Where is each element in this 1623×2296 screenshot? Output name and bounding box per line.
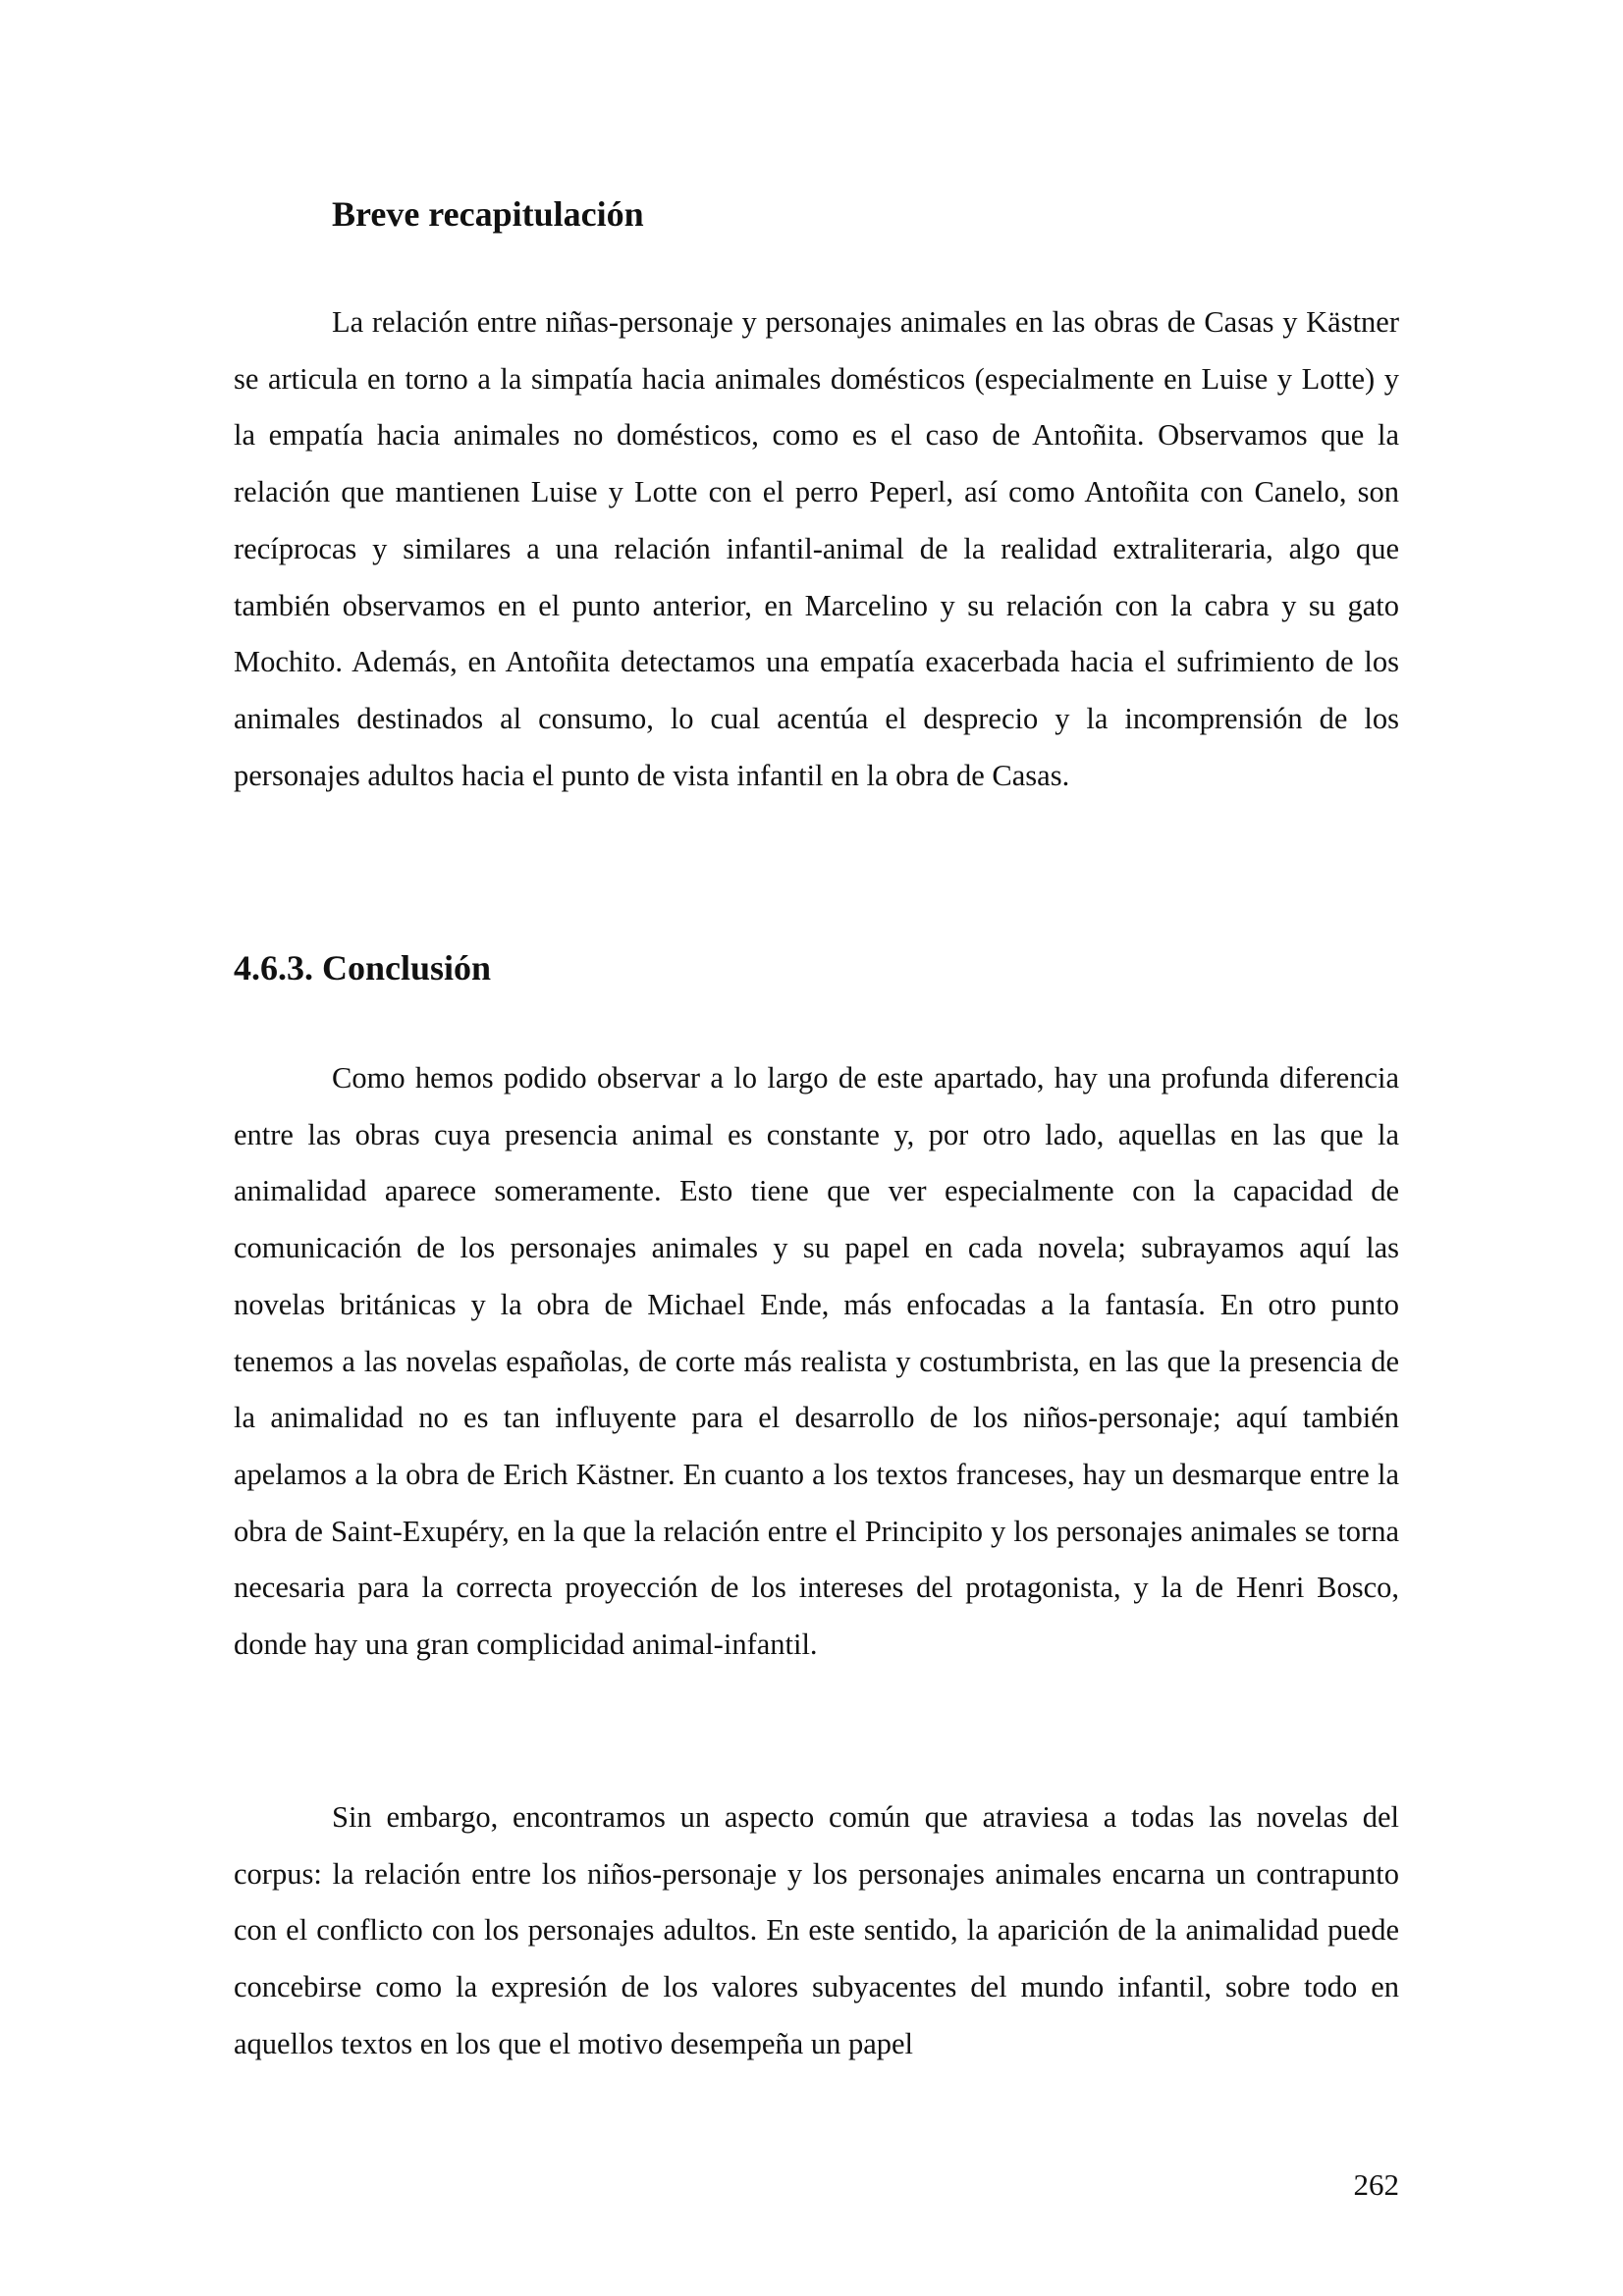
recap-paragraph: La relación entre niñas-personaje y personajes animales en las obras de Casas y Kästner se articula en torno a la simpatía hacia animales domésticos (especialmente en Luise y Lotte) y la empatía hacia animales no domésticos, como es el caso de Antoñita. Observamos que la relación que mantienen Luise y Lotte con el perro Peperl, así como Antoñita con Canelo, son recíprocas y similares a una relación infantil-animal de la realidad extraliteraria, algo que también observamos en el punto anterior, en Marcelino y su relación con la cabra y su gato Mochito. Además, en Antoñita detectamos una empatía exacerbada hacia el sufrimiento de los animales destinados al consumo, lo cual acentúa el desprecio y la incomprensión de los personajes adultos hacia el punto de vista infantil en la obra de Casas. xyxy=(234,305,1399,792)
conclusion-paragraph-2: Sin embargo, encontramos un aspecto común que atraviesa a todas las novelas del corpus: la relación entre los niños-personaje y los personajes animales encarna un contrapunto con el conflicto con los personajes adultos. En este sentido, la aparición de la animalidad puede concebirse como la expresión de los valores subyacentes del mundo infantil, sobre todo en aquellos textos en los que el motivo desempeña un papel xyxy=(234,1800,1399,2060)
conclusion-paragraph-1: Como hemos podido observar a lo largo de este apartado, hay una profunda diferencia entre las obras cuya presencia animal es constante y, por otro lado, aquellas en las que la animalidad aparece someramente. Esto tiene que ver especialmente con la capacidad de comunicación de los personajes animales y su papel en cada novela; subrayamos aquí las novelas británicas y la obra de Michael Ende, más enfocadas a la fantasía. En otro punto tenemos a las novelas españolas, de corte más realista y costumbrista, en las que la presencia de la animalidad no es tan influyente para el desarrollo de los niños-personaje; aquí también apelamos a la obra de Erich Kästner. En cuanto a los textos franceses, hay un desmarque entre la obra de Saint-Exupéry, en la que la relación entre el Principito y los personajes animales se torna necesaria para la correcta proyección de los intereses del protagonista, y la de Henri Bosco, donde hay una gran complicidad animal-infantil. xyxy=(234,1061,1399,1662)
conclusion-heading: 4.6.3. Conclusión xyxy=(234,948,492,988)
page-number: 262 xyxy=(1353,2167,1399,2202)
recap-heading: Breve recapitulación xyxy=(332,194,644,234)
